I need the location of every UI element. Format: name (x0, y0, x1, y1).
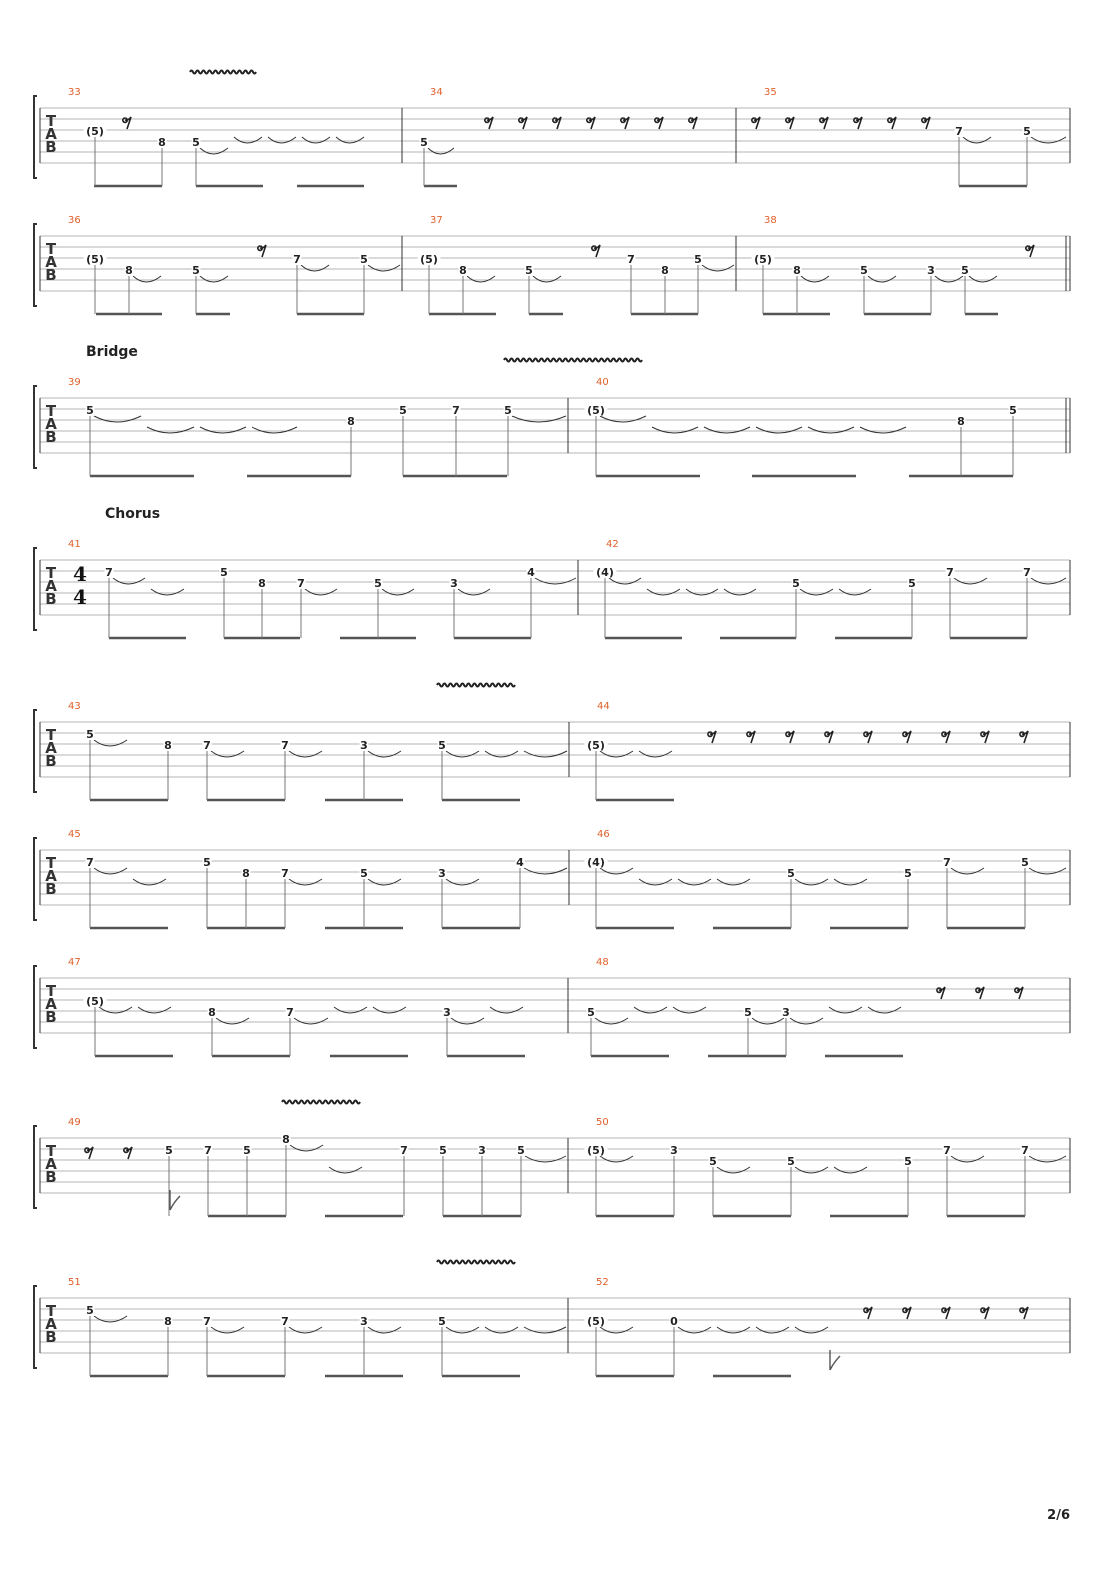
fret-number: 5 (192, 264, 200, 277)
fret-number: 3 (438, 867, 446, 880)
fret-number: (5) (587, 739, 605, 752)
fret-number: 5 (86, 728, 94, 741)
eighth-rest (592, 245, 600, 257)
tie-arc (868, 1007, 901, 1013)
tie-arc (639, 751, 672, 757)
fret-number: 8 (957, 415, 965, 428)
fret-number: 5 (792, 577, 800, 590)
eighth-rest (258, 245, 266, 257)
tie-arc (525, 1156, 566, 1162)
tie-arc (600, 416, 646, 422)
fret-number: 3 (782, 1006, 790, 1019)
system-bracket (34, 548, 37, 630)
tie-arc (935, 276, 963, 282)
time-signature-numerator: 4 (73, 562, 87, 586)
fret-number: 7 (297, 577, 305, 590)
measure-number: 50 (596, 1117, 609, 1128)
eighth-rest (786, 117, 794, 129)
fret-number: 4 (516, 856, 524, 869)
eighth-rest (85, 1147, 93, 1159)
fret-number: 8 (258, 577, 266, 590)
fret-number: 8 (793, 264, 801, 277)
eighth-rest (124, 1147, 132, 1159)
tie-arc (368, 879, 401, 885)
eighth-rest (922, 117, 930, 129)
tie-arc (446, 1327, 479, 1333)
fret-number: 7 (1023, 566, 1031, 579)
fret-number: 5 (165, 1144, 173, 1157)
eighth-rest (1020, 1307, 1028, 1319)
fret-number: (4) (596, 566, 614, 579)
tab-clef-letter: B (45, 752, 57, 770)
fret-number: 7 (943, 856, 951, 869)
fret-number: 5 (709, 1155, 717, 1168)
fret-number: 7 (943, 1144, 951, 1157)
fret-number: 7 (204, 1144, 212, 1157)
tie-arc (951, 868, 984, 874)
eighth-rest (942, 731, 950, 743)
fret-number: (5) (587, 404, 605, 417)
tie-arc (133, 276, 161, 282)
fret-number: 5 (203, 856, 211, 869)
tie-arc (289, 1327, 322, 1333)
system-bracket (34, 710, 37, 792)
eighth-rest (747, 731, 755, 743)
vibrato-mark (504, 359, 642, 362)
fret-number: 7 (1021, 1144, 1029, 1157)
fret-number: 5 (420, 136, 428, 149)
tie-arc (868, 276, 896, 282)
eighth-rest (820, 117, 828, 129)
fret-number: 5 (525, 264, 533, 277)
tie-arc (334, 1007, 367, 1013)
fret-number: 5 (694, 253, 702, 266)
fret-number: 5 (517, 1144, 525, 1157)
system-bracket (34, 966, 37, 1048)
tab-clef-letter: A (45, 1155, 57, 1173)
tie-arc (302, 137, 330, 143)
fret-number: 7 (281, 867, 289, 880)
eighth-rest (981, 1307, 989, 1319)
section-label-chorus: Chorus (105, 506, 161, 522)
tab-clef-letter: T (45, 854, 57, 872)
system-bracket (34, 1126, 37, 1208)
tab-clef-letter: T (45, 726, 57, 744)
fret-number: 5 (787, 1155, 795, 1168)
fret-number: (5) (754, 253, 772, 266)
eighth-rest (854, 117, 862, 129)
fret-number: 8 (459, 264, 467, 277)
fret-number: (5) (587, 1315, 605, 1328)
tie-arc (860, 427, 906, 433)
fret-number: 5 (504, 404, 512, 417)
eighth-rest (981, 731, 989, 743)
fret-number: 5 (961, 264, 969, 277)
tie-arc (535, 578, 576, 584)
tab-clef-letter: T (45, 240, 57, 258)
system-bracket (34, 386, 37, 468)
fret-number: 7 (293, 253, 301, 266)
fret-number: 5 (86, 404, 94, 417)
fret-number: 3 (360, 1315, 368, 1328)
eighth-rest (621, 117, 629, 129)
tie-arc (373, 1007, 406, 1013)
fret-number: 7 (281, 739, 289, 752)
tab-clef-letter: B (45, 428, 57, 446)
eighth-rest (1026, 245, 1034, 257)
measure-number: 47 (68, 957, 81, 968)
tie-arc (533, 276, 561, 282)
tie-arc (490, 1007, 523, 1013)
tie-arc (600, 1156, 633, 1162)
fret-number: 7 (203, 1315, 211, 1328)
tie-arc (211, 1327, 244, 1333)
tie-arc (647, 589, 680, 595)
tab-clef-letter: A (45, 577, 57, 595)
tie-arc (951, 1156, 984, 1162)
fret-number: 5 (360, 253, 368, 266)
fret-number: 5 (860, 264, 868, 277)
section-label-bridge: Bridge (86, 344, 138, 360)
fret-number: 5 (438, 739, 446, 752)
fret-number: 7 (955, 125, 963, 138)
tie-arc (678, 1327, 711, 1333)
fret-number: 7 (452, 404, 460, 417)
vibrato-mark (437, 684, 515, 687)
system-bracket (34, 96, 37, 178)
eighth-rest (825, 731, 833, 743)
tie-arc (686, 589, 718, 595)
measure-number: 46 (597, 829, 610, 840)
fret-number: 7 (86, 856, 94, 869)
measure-number: 36 (68, 215, 81, 226)
tie-arc (234, 137, 262, 143)
measure-number: 51 (68, 1277, 81, 1288)
tie-arc (336, 137, 364, 143)
measure-number: 48 (596, 957, 609, 968)
tie-arc (634, 1007, 667, 1013)
tie-arc (801, 276, 829, 282)
fret-number: 8 (242, 867, 250, 880)
tie-arc (329, 1167, 362, 1173)
tie-arc (600, 1327, 633, 1333)
measure-number: 42 (606, 539, 619, 550)
tab-clef-letter: B (45, 1168, 57, 1186)
eighth-rest (519, 117, 527, 129)
tie-arc (458, 589, 490, 595)
eighth-rest (655, 117, 663, 129)
tie-arc (512, 416, 566, 422)
fret-number: 5 (1023, 125, 1031, 138)
fret-number: (5) (86, 125, 104, 138)
tie-arc (756, 1327, 789, 1333)
tie-arc (467, 276, 495, 282)
tab-clef-letter: A (45, 867, 57, 885)
fret-number: 7 (105, 566, 113, 579)
eighth-rest (937, 987, 945, 999)
tie-arc (829, 1007, 862, 1013)
tie-arc (94, 868, 127, 874)
tab-clef-letter: B (45, 1008, 57, 1026)
eighth-rest (903, 731, 911, 743)
tie-arc (969, 276, 997, 282)
tie-arc (795, 1327, 828, 1333)
fret-number: 5 (587, 1006, 595, 1019)
fret-number: 8 (347, 415, 355, 428)
tab-clef-letter: T (45, 982, 57, 1000)
tie-arc (216, 1018, 249, 1024)
eighth-rest (976, 987, 984, 999)
eighth-rest (942, 1307, 950, 1319)
fret-number: 5 (86, 1304, 94, 1317)
time-signature-denominator: 4 (73, 585, 87, 609)
fret-number: 5 (744, 1006, 752, 1019)
eighth-rest (864, 731, 872, 743)
fret-number: 5 (374, 577, 382, 590)
tie-arc (301, 265, 329, 271)
fret-number: 8 (661, 264, 669, 277)
tab-clef-letter: B (45, 590, 57, 608)
system-bracket (34, 838, 37, 920)
tie-arc (795, 1167, 828, 1173)
tie-arc (717, 1327, 750, 1333)
tie-arc (717, 879, 750, 885)
tab-clef-letter: T (45, 564, 57, 582)
tie-arc (954, 578, 987, 584)
tie-arc (600, 868, 633, 874)
eighth-rest (123, 117, 131, 129)
eighth-rest (708, 731, 716, 743)
fret-number: 5 (904, 867, 912, 880)
fret-number: 8 (164, 739, 172, 752)
tie-arc (702, 265, 734, 271)
tie-arc (113, 578, 145, 584)
eighth-rest (786, 731, 794, 743)
measure-number: 34 (430, 87, 443, 98)
tie-arc (963, 137, 991, 143)
system-bracket (34, 224, 37, 306)
fret-number: 5 (1021, 856, 1029, 869)
tie-arc (724, 589, 756, 595)
fret-number: 5 (243, 1144, 251, 1157)
tie-arc (451, 1018, 484, 1024)
tie-arc (428, 148, 454, 154)
tie-arc (294, 1018, 328, 1024)
tie-arc (600, 751, 633, 757)
measure-number: 49 (68, 1117, 81, 1128)
fret-number: 5 (220, 566, 228, 579)
fret-number: 3 (670, 1144, 678, 1157)
tie-arc (94, 1316, 127, 1322)
measure-number: 35 (764, 87, 777, 98)
tie-arc (200, 276, 228, 282)
tie-arc (1029, 1156, 1066, 1162)
tie-arc (446, 879, 479, 885)
fret-number: 7 (286, 1006, 294, 1019)
tie-arc (839, 589, 871, 595)
system-bracket (34, 1286, 37, 1368)
fret-number: (5) (420, 253, 438, 266)
tie-arc (800, 589, 833, 595)
tie-arc (790, 1018, 823, 1024)
measure-number: 43 (68, 701, 81, 712)
tab-clef-letter: A (45, 995, 57, 1013)
tab-clef-letter: A (45, 125, 57, 143)
fret-number: 3 (360, 739, 368, 752)
eighth-rest (485, 117, 493, 129)
tab-clef-letter: A (45, 253, 57, 271)
tie-arc (147, 427, 194, 433)
measure-number: 44 (597, 701, 610, 712)
tie-arc (94, 416, 141, 422)
fret-number: 8 (125, 264, 133, 277)
fret-number: 7 (400, 1144, 408, 1157)
eighth-rest (864, 1307, 872, 1319)
tie-arc (485, 751, 518, 757)
tie-arc (678, 879, 711, 885)
eighth-rest (1015, 987, 1023, 999)
tie-arc (368, 1327, 401, 1333)
fret-number: 5 (360, 867, 368, 880)
tab-clef-letter: B (45, 266, 57, 284)
fret-number: 5 (904, 1155, 912, 1168)
tie-arc (133, 879, 166, 885)
fret-number: (5) (86, 253, 104, 266)
tie-arc (200, 427, 246, 433)
tie-arc (138, 1007, 171, 1013)
tab-clef-letter: B (45, 1328, 57, 1346)
tab-clef-letter: A (45, 1315, 57, 1333)
tie-arc (795, 879, 828, 885)
tie-arc (524, 868, 567, 874)
tie-arc (524, 1327, 566, 1333)
vibrato-mark (437, 1261, 515, 1264)
tab-clef-letter: A (45, 415, 57, 433)
tie-arc (1029, 868, 1066, 874)
fret-number: 8 (164, 1315, 172, 1328)
measure-number: 40 (596, 377, 609, 388)
eighth-rest (1020, 731, 1028, 743)
fret-number: 5 (1009, 404, 1017, 417)
tab-clef-letter: B (45, 880, 57, 898)
tie-arc (368, 751, 401, 757)
tab-clef-letter: T (45, 1302, 57, 1320)
tie-arc (446, 751, 479, 757)
tie-arc (834, 1167, 867, 1173)
tie-arc (151, 589, 184, 595)
eighth-rest (689, 117, 697, 129)
tie-arc (200, 148, 228, 154)
tie-arc (289, 751, 322, 757)
tie-arc (94, 740, 127, 746)
fret-number: 8 (282, 1133, 290, 1146)
fret-number: 5 (908, 577, 916, 590)
fret-number: 4 (527, 566, 535, 579)
measure-number: 52 (596, 1277, 609, 1288)
tie-arc (368, 265, 400, 271)
vibrato-mark (190, 71, 256, 74)
fret-number: 5 (438, 1315, 446, 1328)
fret-number: 5 (439, 1144, 447, 1157)
tie-arc (639, 879, 672, 885)
fret-number: 3 (927, 264, 935, 277)
tie-arc (704, 427, 750, 433)
fret-number: (4) (587, 856, 605, 869)
fret-number: (5) (587, 1144, 605, 1157)
fret-number: 3 (450, 577, 458, 590)
eighth-rest (587, 117, 595, 129)
tab-clef-letter: T (45, 112, 57, 130)
tie-arc (211, 751, 244, 757)
vibrato-mark (282, 1101, 360, 1104)
measure-number: 45 (68, 829, 81, 840)
tab-clef-letter: T (45, 1142, 57, 1160)
tie-arc (99, 1007, 132, 1013)
tab-clef-letter: T (45, 402, 57, 420)
tie-arc (808, 427, 854, 433)
fret-number: 3 (443, 1006, 451, 1019)
measure-number: 39 (68, 377, 81, 388)
fret-number: 8 (208, 1006, 216, 1019)
tie-arc (1031, 578, 1066, 584)
tie-arc (252, 427, 297, 433)
fret-number: 7 (627, 253, 635, 266)
measure-number: 41 (68, 539, 81, 550)
tie-arc (756, 427, 802, 433)
tie-arc (652, 427, 698, 433)
measure-number: 33 (68, 87, 81, 98)
tie-arc (290, 1145, 323, 1151)
eighth-rest (553, 117, 561, 129)
fret-number: 3 (478, 1144, 486, 1157)
measure-number: 37 (430, 215, 443, 226)
fret-number: 5 (787, 867, 795, 880)
tie-arc (595, 1018, 628, 1024)
fret-number: 5 (399, 404, 407, 417)
fret-number: 7 (946, 566, 954, 579)
eighth-rest (888, 117, 896, 129)
tie-arc (289, 879, 322, 885)
tie-arc (485, 1327, 518, 1333)
fret-number: 0 (670, 1315, 678, 1328)
tie-arc (717, 1167, 750, 1173)
tie-arc (382, 589, 414, 595)
measure-number: 38 (764, 215, 777, 226)
tab-clef-letter: B (45, 138, 57, 156)
tie-arc (268, 137, 296, 143)
tie-arc (1031, 137, 1066, 143)
tab-clef-letter: A (45, 739, 57, 757)
page-number: 2/6 (1047, 1508, 1070, 1523)
fret-number: 7 (281, 1315, 289, 1328)
fret-number: (5) (86, 995, 104, 1008)
tie-arc (524, 751, 567, 757)
tie-arc (752, 1018, 784, 1024)
eighth-rest (752, 117, 760, 129)
fret-number: 8 (158, 136, 166, 149)
fret-number: 7 (203, 739, 211, 752)
tie-arc (834, 879, 867, 885)
eighth-rest (903, 1307, 911, 1319)
fret-number: 5 (192, 136, 200, 149)
tie-arc (673, 1007, 706, 1013)
tie-arc (305, 589, 337, 595)
